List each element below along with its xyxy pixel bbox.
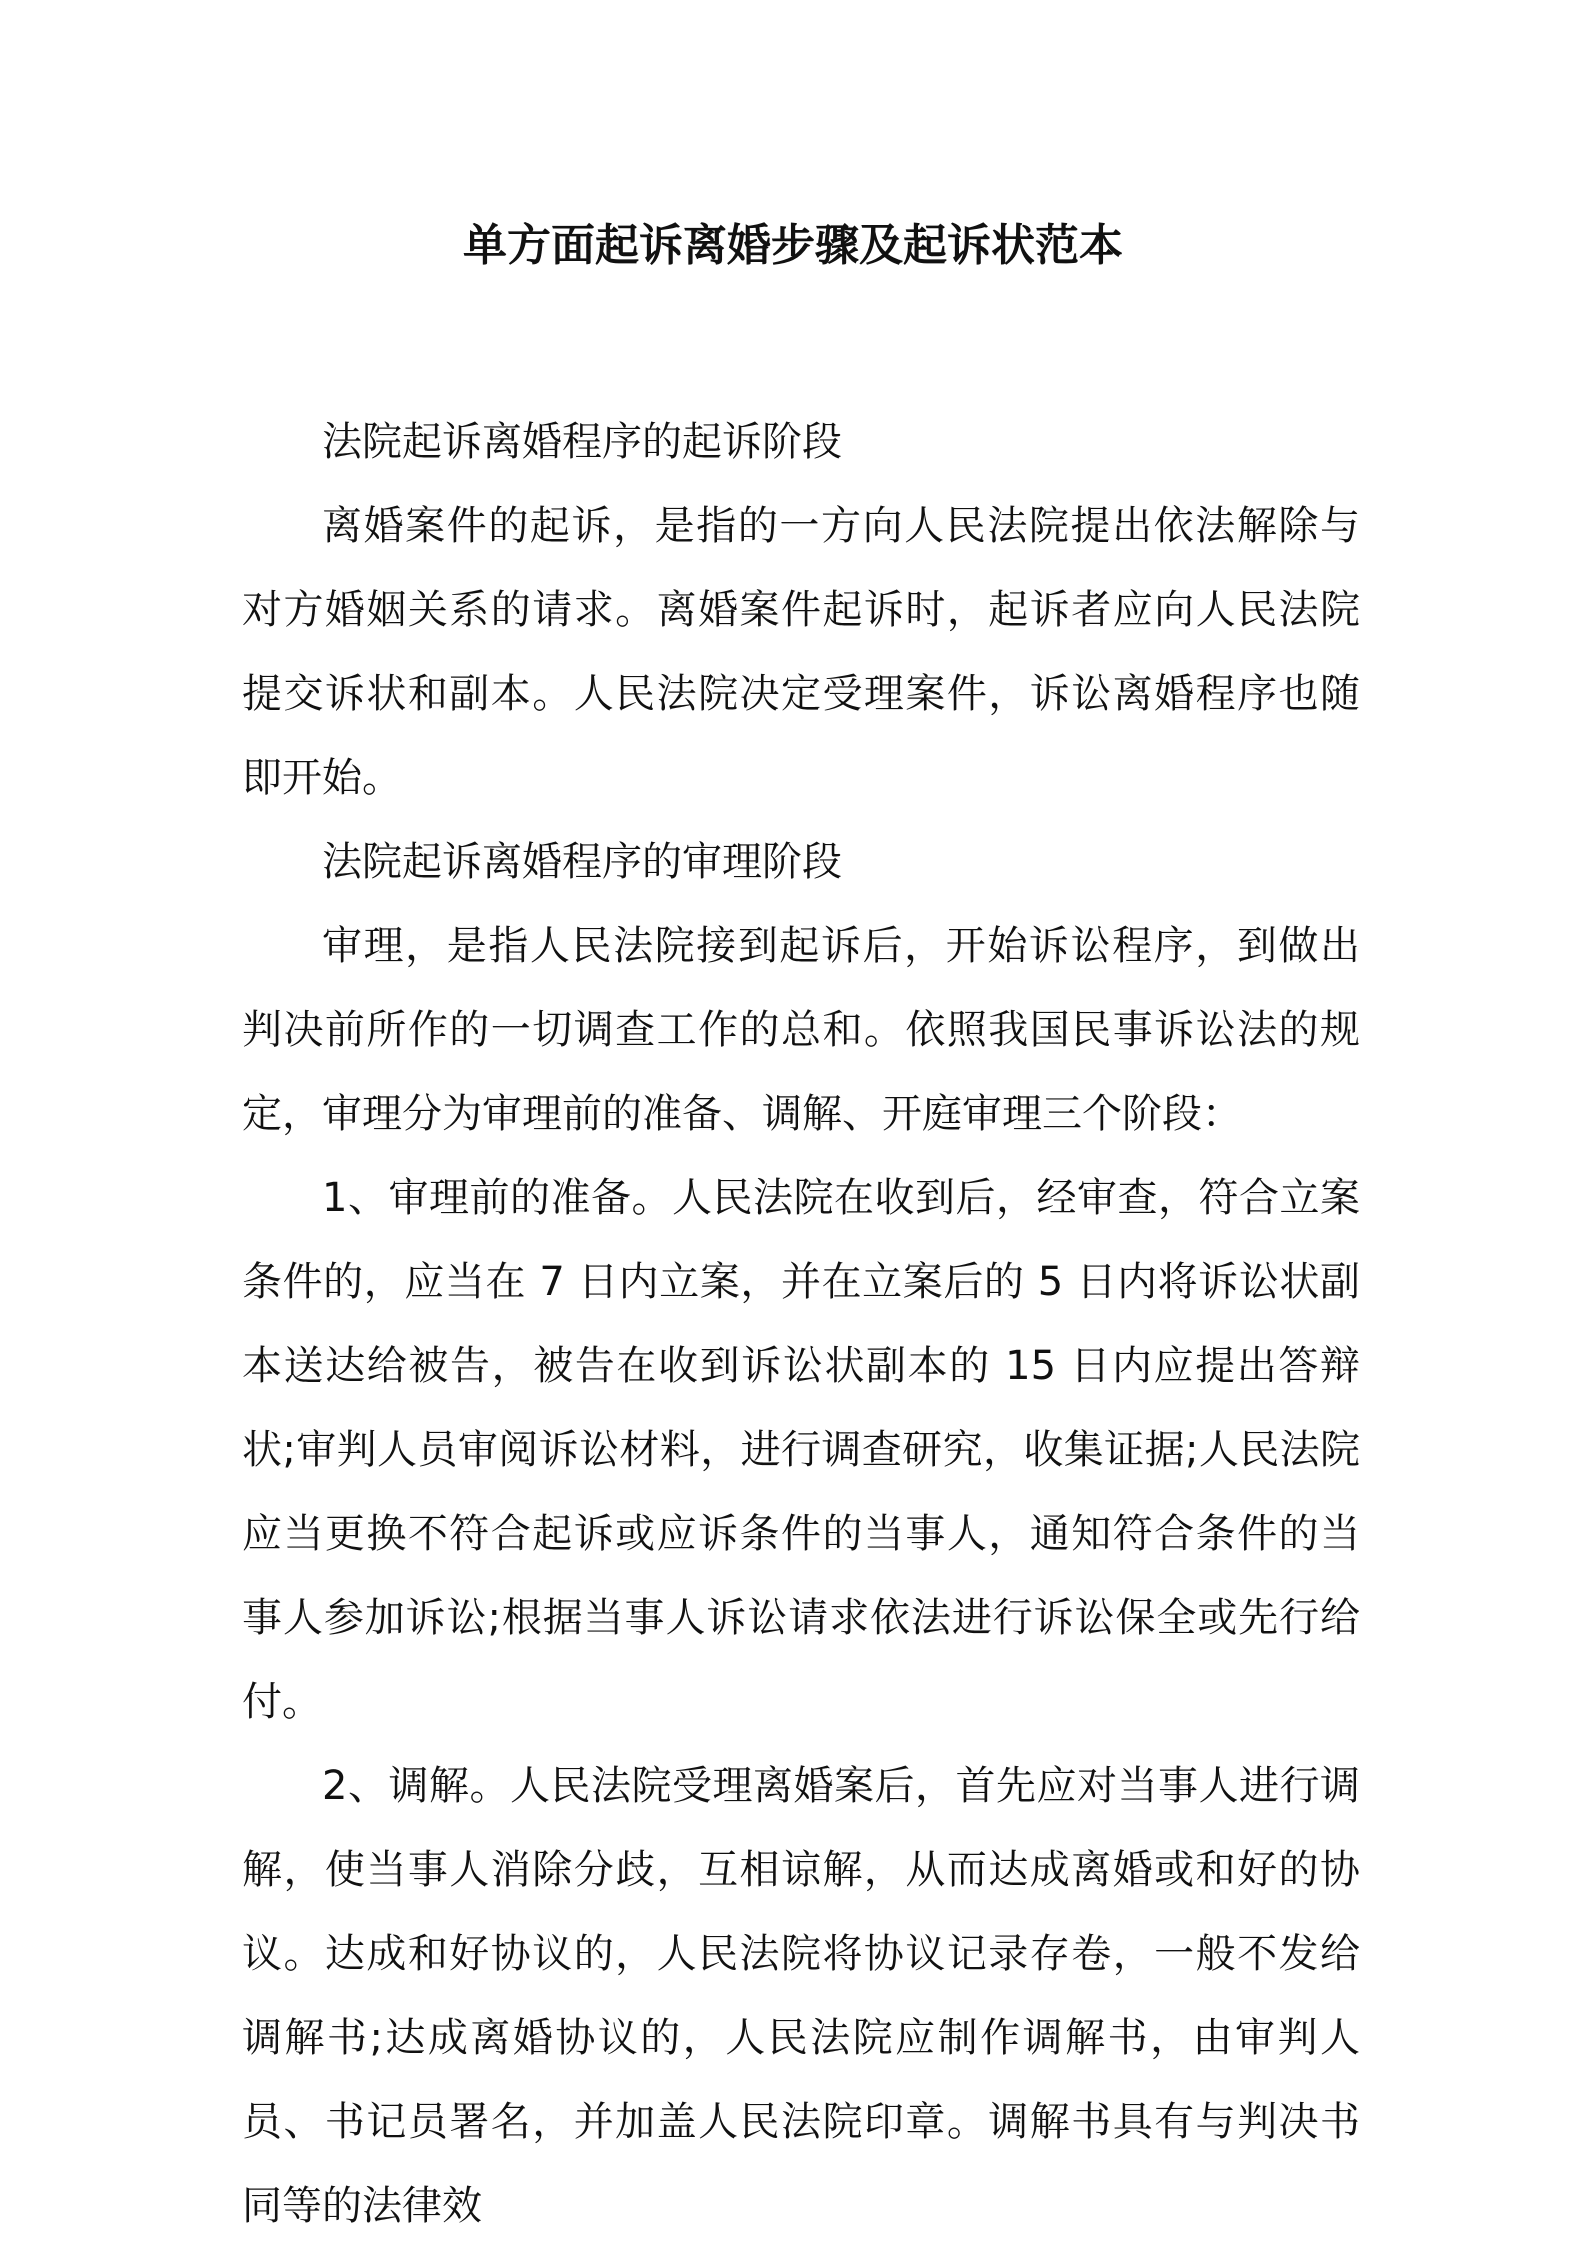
paragraph-filing: 离婚案件的起诉，是指的一方向人民法院提出依法解除与对方婚姻关系的请求。离婚案件起诉时，起诉者应向人民法院提交诉状和副本。人民法院决定受理案件，诉讼离婚程序也随即开始。	[242, 503, 1360, 801]
paragraph-mediation: 2、调解。人民法院受理离婚案后，首先应对当事人进行调解，使当事人消除分歧，互相谅解，从而达成离婚或和好的协议。达成和好协议的，人民法院将协议记录存卷，一般不发给调解书;达成离婚协议的，人民法院应制作调解书，由审判人员、书记员署名，并加盖人民法院印章。调解书具有与判决书同等的法律效	[242, 1763, 1360, 2229]
paragraph-trial: 审理，是指人民法院接到起诉后，开始诉讼程序，到做出判决前所作的一切调查工作的总和。依照我国民事诉讼法的规定，审理分为审理前的准备、调解、开庭审理三个阶段：	[242, 923, 1360, 1137]
document-title: 单方面起诉离婚步骤及起诉状范本	[463, 220, 1123, 271]
section-heading-filing: 法院起诉离婚程序的起诉阶段	[322, 419, 842, 465]
document-body	[242, 400, 1360, 2248]
paragraph-preparation: 1、审理前的准备。人民法院在收到后，经审查，符合立案条件的，应当在 7 日内立案，并在立案后的 5 日内将诉讼状副本送达给被告，被告在收到诉讼状副本的 15 日内应提出答辩状;审判人员审阅诉讼材料，进行调查研究，收集证据;人民法院应当更换不符合起诉或应诉条件的当事人，通知符合条件的当事人参加诉讼;根据当事人诉讼请求依法进行诉讼保全或先行给付。	[242, 1175, 1360, 1725]
section-heading-trial: 法院起诉离婚程序的审理阶段	[322, 839, 842, 885]
